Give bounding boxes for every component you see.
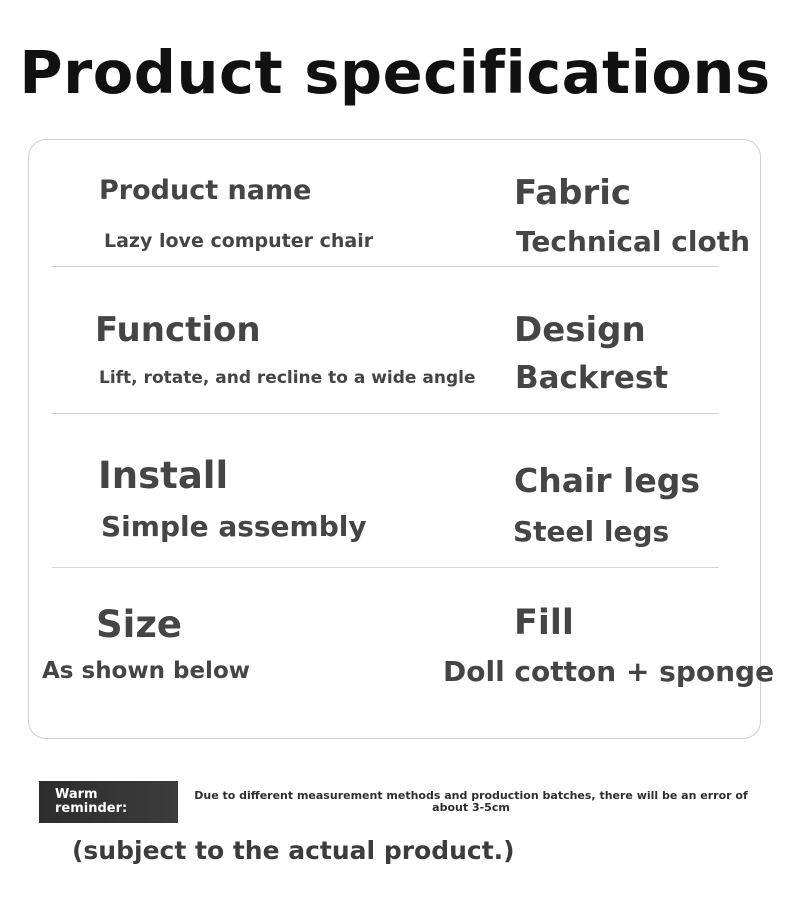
install-label: Install	[98, 454, 229, 497]
fill-value: Doll cotton + sponge	[443, 655, 775, 688]
warm-reminder-badge	[39, 781, 178, 823]
warm-reminder-line1: Warm	[55, 787, 98, 802]
size-value: As shown below	[42, 658, 250, 684]
row-divider	[52, 266, 719, 267]
fill-label: Fill	[514, 603, 574, 643]
design-label: Design	[514, 310, 646, 350]
row-divider	[52, 567, 719, 568]
size-label: Size	[96, 603, 182, 646]
row-divider	[52, 413, 719, 414]
fabric-label: Fabric	[514, 173, 632, 213]
install-value: Simple assembly	[101, 510, 367, 543]
warm-reminder-text: Due to different measurement methods and production batches, there will be an error of about 3-5cm	[194, 789, 748, 814]
function-label: Function	[95, 310, 261, 350]
product-name-label: Product name	[99, 175, 312, 206]
function-value: Lift, rotate, and recline to a wide angle	[99, 368, 476, 388]
design-value: Backrest	[515, 360, 669, 396]
page-title: Product specifications	[19, 38, 771, 107]
product-name-value: Lazy love computer chair	[104, 230, 374, 252]
fabric-value: Technical cloth	[516, 225, 751, 258]
chair-legs-label: Chair legs	[514, 461, 701, 500]
chair-legs-value: Steel legs	[513, 515, 670, 548]
subject-note: (subject to the actual product.)	[72, 836, 515, 865]
warm-reminder-line2: reminder:	[55, 801, 128, 816]
